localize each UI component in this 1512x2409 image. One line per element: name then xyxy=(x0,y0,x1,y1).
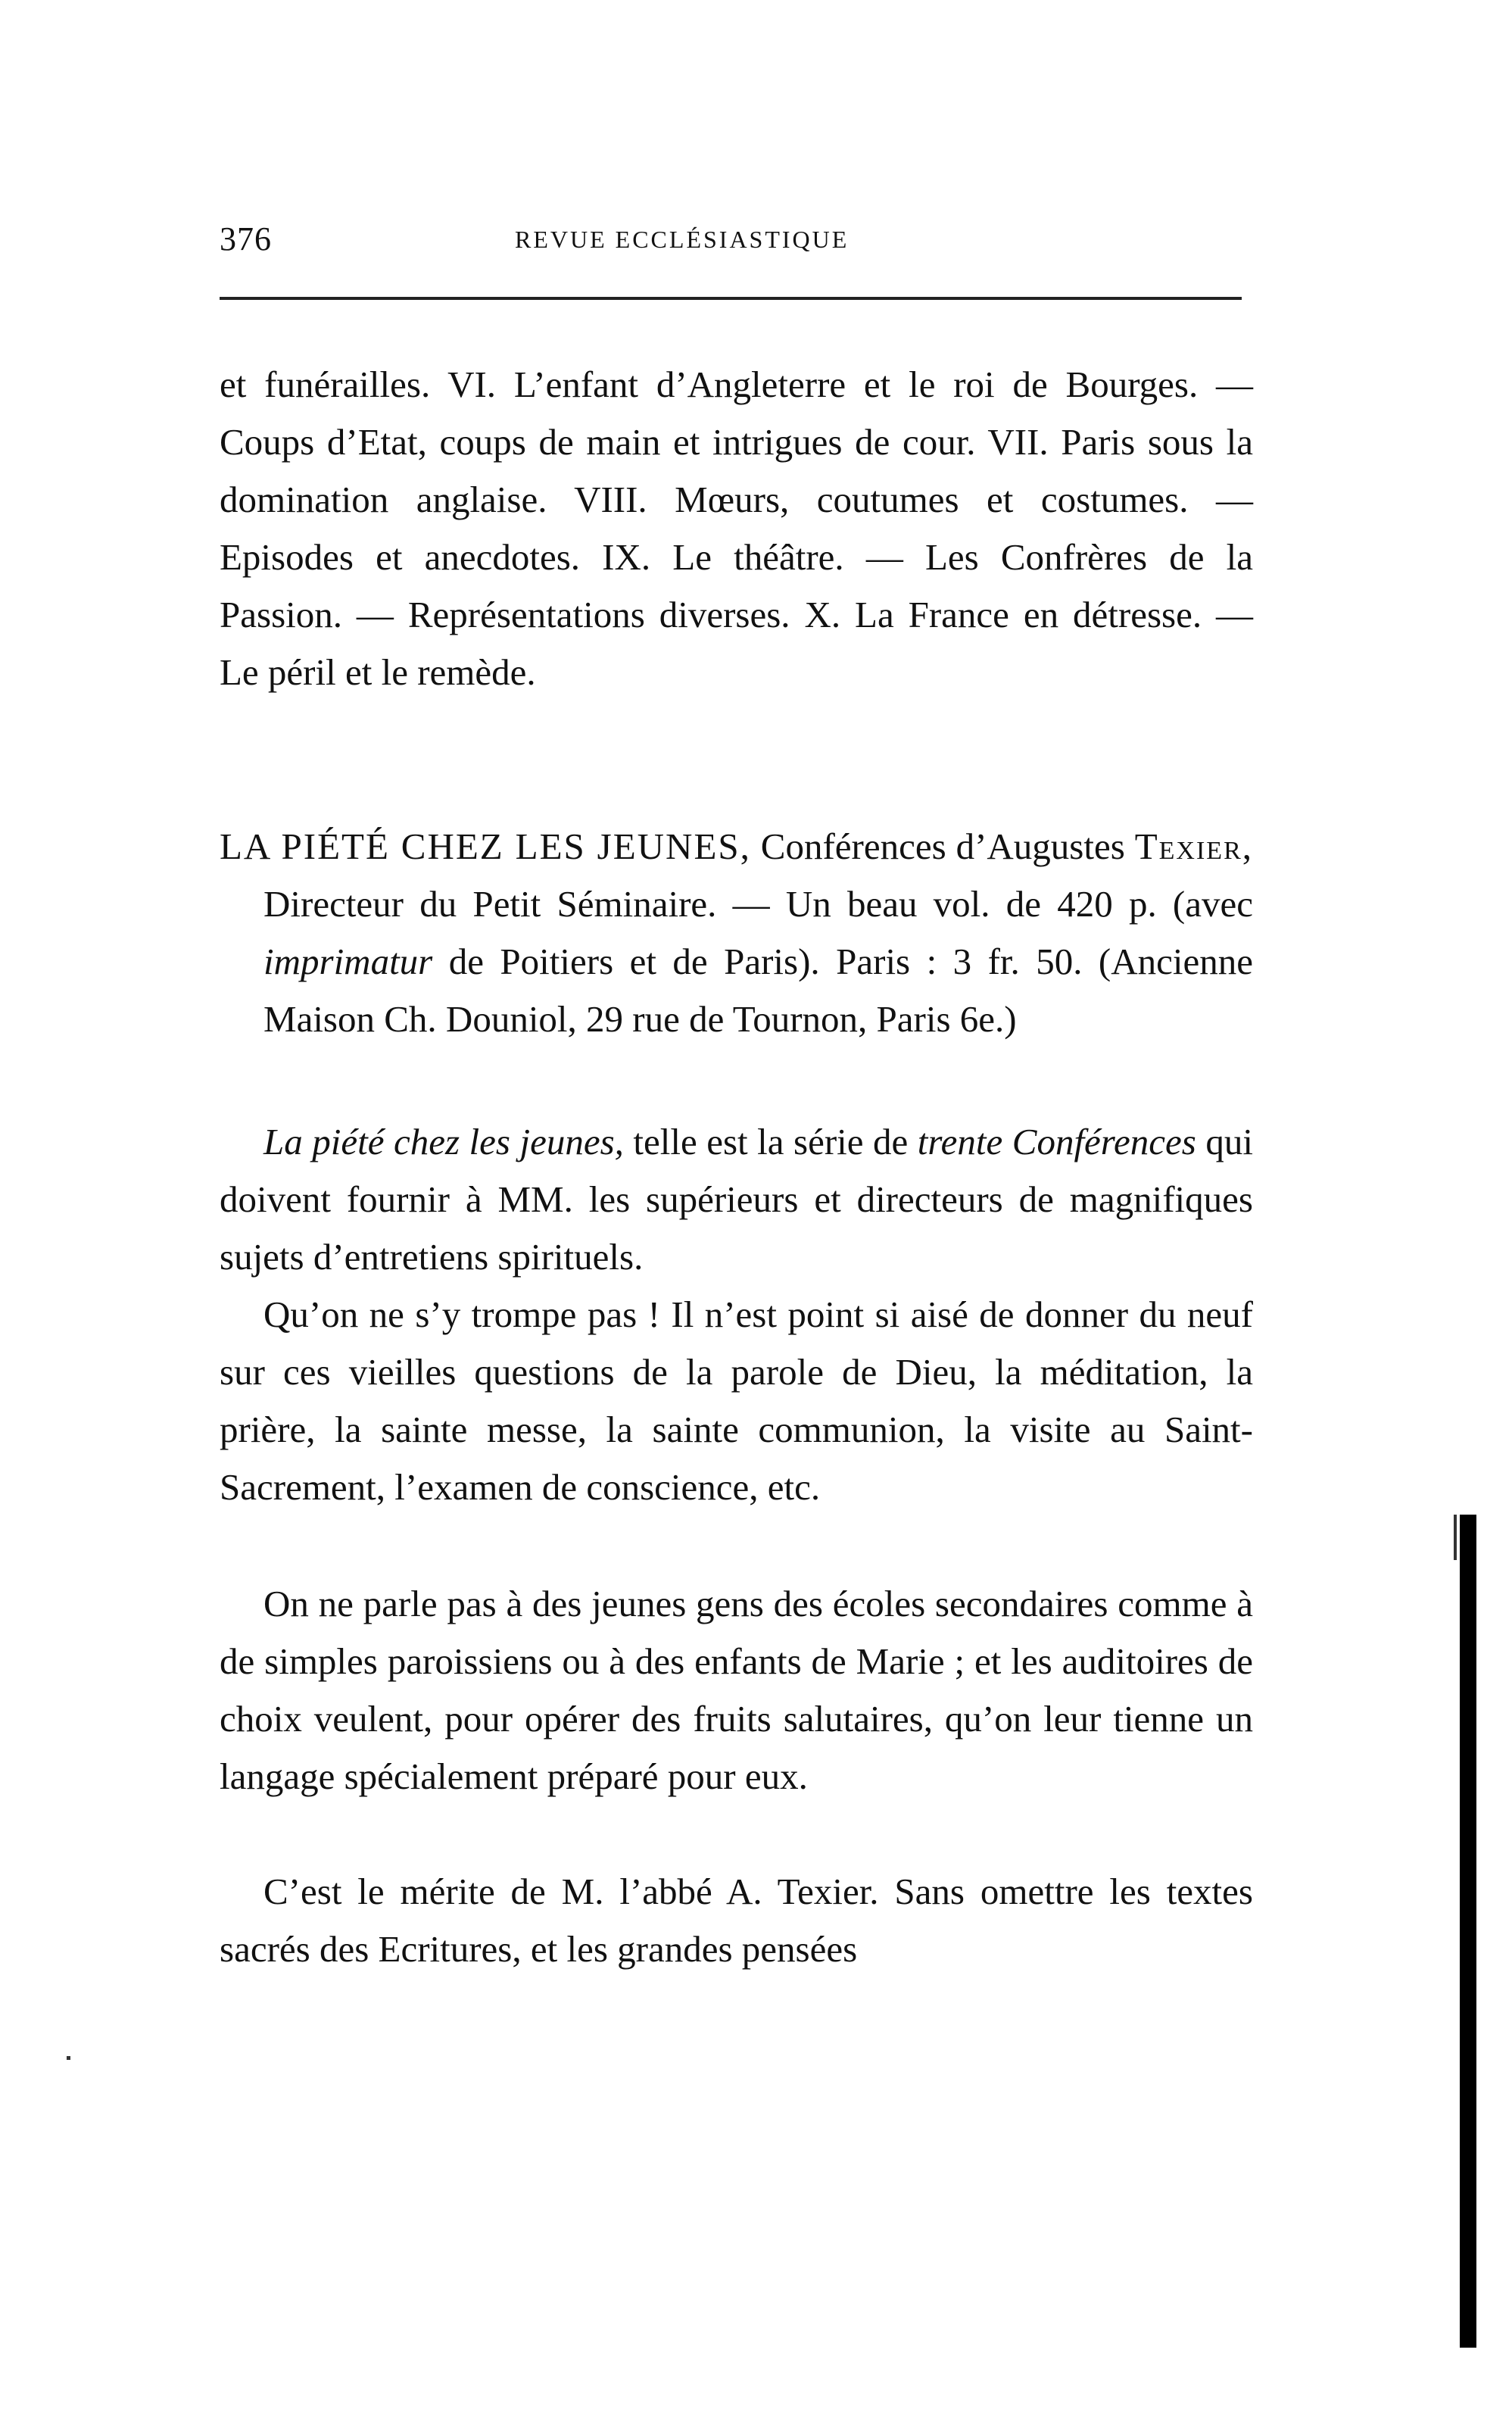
paragraph-merit: C’est le mérite de M. l’abbé A. Texier. Sans omettre les textes sacrés des Ecritures, et les grandes pensées xyxy=(220,1871,1253,1970)
book-title: LA PIÉTÉ CHEZ LES JEUNES, xyxy=(220,825,751,867)
paragraph-intro-text-2: qui doivent fournir à MM. les supérieurs et directeurs de magnifiques sujets d’entretiens spirituels. xyxy=(220,1121,1253,1278)
page-number: 376 xyxy=(220,220,272,257)
paragraph-topics: Qu’on ne s’y trompe pas ! Il n’est point si aisé de donner du neuf sur ces vieilles questions de la parole de Dieu, la méditation, la prière, la sainte messe, la sainte communion, la visite au Saint-Sacrement, l’examen de conscience, etc. xyxy=(220,1293,1253,1508)
review-text-2: Directeur du Petit Séminaire. — Un beau vol. de 420 p. (avec xyxy=(263,883,1253,925)
review-text-3: de Poitiers et de Paris). Paris : 3 fr. 50. (Ancienne Maison Ch. Douniol, 29 rue de Tournon, Paris 6e.) xyxy=(263,941,1253,1040)
author-name: Texier, xyxy=(1134,825,1253,867)
header-rule xyxy=(220,297,1242,300)
paragraph-intro-text-1: telle est la série de xyxy=(623,1121,918,1162)
running-title: REVUE ECCLÉSIASTIQUE xyxy=(515,226,850,253)
scan-speck xyxy=(67,2056,70,2060)
scan-speck xyxy=(1454,1515,1457,1560)
scan-binding-edge xyxy=(1460,1515,1476,2348)
paragraph-intro xyxy=(220,1113,1253,1286)
review-text-1: Conférences d’Augustes xyxy=(750,825,1135,867)
page-header xyxy=(220,220,1242,265)
book-review-entry xyxy=(220,818,1253,1048)
paragraph-audience: On ne parle pas à des jeunes gens des écoles secondaires comme à de simples paroissiens ou à des enfants de Marie ; et les auditoires de choix veulent, pour opérer des fruits salutaires, qu’on leur tienne un langage spécialement préparé pour eux. xyxy=(220,1583,1253,1797)
italic-title: La piété chez les jeunes, xyxy=(263,1121,624,1162)
imprimatur-term: imprimatur xyxy=(263,941,433,982)
italic-conferences: trente Conférences xyxy=(917,1121,1196,1162)
paragraph-chapter-list: et funérailles. VI. L’enfant d’Angleterre et le roi de Bourges. — Coups d’Etat, coups de main et intrigues de cour. VII. Paris sous la domination anglaise. VIII. Mœurs, coutumes et costumes. — Episodes et anecdotes. IX. Le théâtre. — Les Confrères de la Passion. — Représentations diverses. X. La France en détresse. — Le péril et le remède. xyxy=(220,364,1253,693)
